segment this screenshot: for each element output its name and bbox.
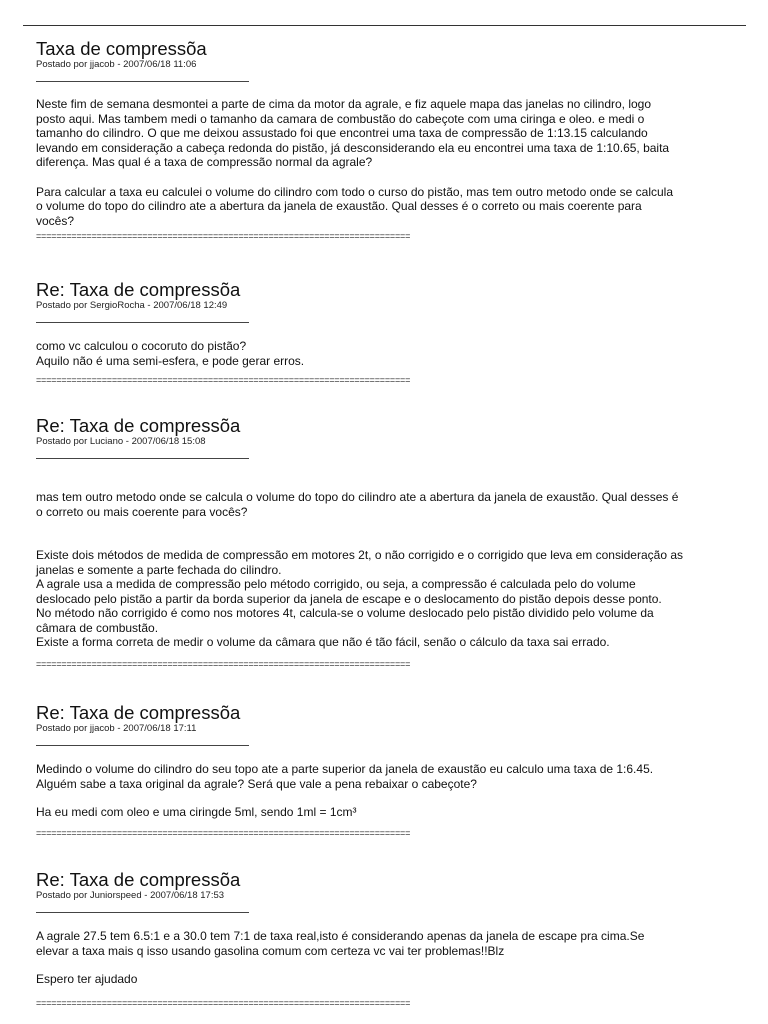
meta-divider bbox=[36, 81, 249, 82]
post-title: Re: Taxa de compressõa bbox=[36, 869, 241, 890]
post-title: Re: Taxa de compressõa bbox=[36, 702, 241, 723]
post-separator: ========================================================================== bbox=[36, 658, 411, 669]
page-top-rule bbox=[23, 25, 746, 26]
forum-post bbox=[36, 870, 736, 1008]
post-paragraph: Medindo o volume do cilindro do seu topo ate a parte superior da janela de exaustão eu calculo uma taxa de 1:6.45. Alguém sabe a taxa original da agrale? Será que vale a pena rebaixar o cabeçote? bbox=[36, 762, 654, 791]
post-paragraph: como vc calculou o cocoruto do pistão? Aquilo não é uma semi-esfera, e pode gerar erros. bbox=[36, 339, 305, 368]
post-title: Taxa de compressõa bbox=[36, 38, 207, 59]
post-body bbox=[36, 97, 736, 228]
post-paragraph: Ha eu medi com oleo e uma ciringde 5ml, sendo 1ml = 1cm³ bbox=[36, 805, 357, 819]
post-body bbox=[36, 339, 736, 368]
meta-divider bbox=[36, 745, 249, 746]
post-separator: ========================================================================== bbox=[36, 375, 411, 385]
post-title: Re: Taxa de compressõa bbox=[36, 279, 241, 300]
post-meta: Postado por Juniorspeed - 2007/06/18 17:53 bbox=[36, 890, 225, 901]
meta-divider bbox=[36, 912, 249, 913]
post-meta: Postado por SergioRocha - 2007/06/18 12:49 bbox=[36, 300, 228, 311]
post-paragraph: Neste fim de semana desmontei a parte de cima da motor da agrale, e fiz aquele mapa das janelas no cilindro, logo posto aqui. Mas tambem medi o tamanho da camara de combustão do cabeçote com uma ciringa e oleo. e medi o tamanho do cilindro. O que me deixou assustado foi que encontrei uma taxa de compressão de 1:13.15 calculando levando em consideração a cabeça redonda do pistão, já desconsiderando ela eu encontrei uma taxa de 1:10.65, baita diferença. Mas qual é a taxa de compressão normal da agrale? bbox=[36, 97, 670, 169]
post-separator: ========================================================================== bbox=[36, 231, 411, 241]
post-meta: Postado por jjacob - 2007/06/18 17:11 bbox=[36, 723, 197, 734]
post-paragraph: mas tem outro metodo onde se calcula o volume do topo do cilindro ate a abertura da janela de exaustão. Qual desses é o correto ou mais coerente para vocês? bbox=[36, 490, 679, 519]
post-separator: ========================================================================== bbox=[36, 997, 411, 1008]
meta-divider bbox=[36, 322, 249, 323]
forum-post bbox=[36, 39, 736, 241]
post-separator: ========================================================================== bbox=[36, 827, 411, 838]
post-title: Re: Taxa de compressõa bbox=[36, 415, 241, 436]
post-paragraph: Existe dois métodos de medida de compressão em motores 2t, o não corrigido e o corrigido que leva em consideração as janelas e somente a parte fechada do cilindro. A agrale usa a medida de compressão pelo método corrigido, ou seja, a compressão é calculada pelo do volume deslocado pelo pistão a partir da borda superior da janela de escape e o deslocamento do pistão depois desse ponto. No método não corrigido é como nos motores 4t, calcula-se o volume deslocado pelo pistão dividido pelo volume da câmara de combustão. Existe a forma correta de medir o volume da câmara que não é tão fácil, senão o cálculo da taxa sai errado. bbox=[36, 548, 684, 649]
post-body bbox=[36, 929, 736, 987]
forum-post bbox=[36, 416, 736, 669]
post-paragraph: Espero ter ajudado bbox=[36, 972, 138, 986]
forum-post bbox=[36, 280, 736, 385]
forum-post bbox=[36, 703, 736, 838]
post-meta: Postado por Luciano - 2007/06/18 15:08 bbox=[36, 436, 206, 447]
post-body bbox=[36, 762, 736, 820]
post-meta: Postado por jjacob - 2007/06/18 11:06 bbox=[36, 59, 197, 70]
post-paragraph: A agrale 27.5 tem 6.5:1 e a 30.0 tem 7:1 de taxa real,isto é considerando apenas da janela de escape pra cima.Se elevar a taxa mais q isso usando gasolina comum com certeza vc vai ter problemas!!Blz bbox=[36, 929, 645, 958]
post-paragraph: Para calcular a taxa eu calculei o volume do cilindro com todo o curso do pistão, mas tem outro metodo onde se calcula o volume do topo do cilindro ate a abertura da janela de exaustão. Qual desses é o correto ou mais coerente para vocês? bbox=[36, 184, 674, 228]
meta-divider bbox=[36, 458, 249, 459]
post-body bbox=[36, 490, 736, 650]
